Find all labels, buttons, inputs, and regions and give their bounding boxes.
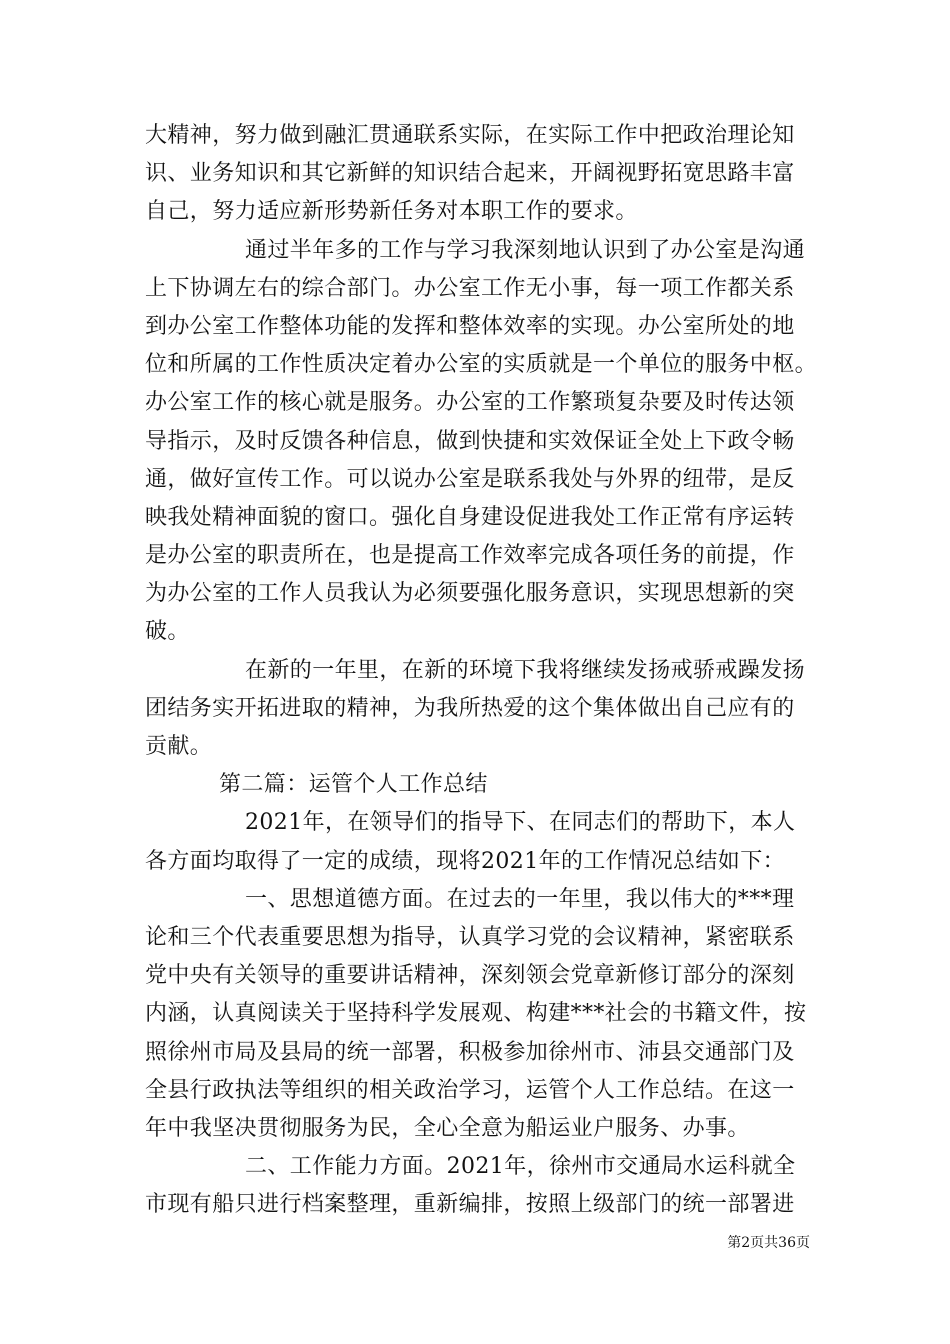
document-body (145, 117, 817, 1224)
text-line: 论和三个代表重要思想为指导，认真学习党的会议精神，紧密联系 (145, 924, 795, 950)
text-line: 全县行政执法等组织的相关政治学习，运管个人工作总结。在这一 (145, 1077, 795, 1103)
paragraph-start-line: 二、工作能力方面。2021年，徐州市交通局水运科就全 (245, 1154, 796, 1180)
text-line: 办公室工作的核心就是服务。办公室的工作繁琐复杂要及时传达领 (145, 390, 795, 416)
section-heading: 第二篇：运管个人工作总结 (219, 772, 488, 798)
text-line: 导指示，及时反馈各种信息，做到快捷和实效保证全处上下政令畅 (145, 428, 795, 454)
page-number-footer: 第2页共36页 (727, 1235, 810, 1251)
text-line: 上下协调左右的综合部门。办公室工作无小事，每一项工作都关系 (145, 275, 795, 301)
text-line: 位和所属的工作性质决定着办公室的实质就是一个单位的服务中枢。 (145, 352, 818, 378)
text-line: 到办公室工作整体功能的发挥和整体效率的实现。办公室所处的地 (145, 313, 795, 339)
paragraph-start-line: 在新的一年里，在新的环境下我将继续发扬戒骄戒躁发扬 (245, 657, 806, 683)
text-line: 是办公室的职责所在，也是提高工作效率完成各项任务的前提，作 (145, 543, 795, 569)
text-line: 破。 (145, 619, 190, 645)
text-line: 为办公室的工作人员我认为必须要强化服务意识，实现思想新的突 (145, 581, 795, 607)
text-line: 内涵，认真阅读关于坚持科学发展观、构建***社会的书籍文件，按 (145, 1001, 807, 1027)
text-line: 市现有船只进行档案整理，重新编排，按照上级部门的统一部署进 (145, 1192, 795, 1218)
text-line: 自己，努力适应新形势新任务对本职工作的要求。 (145, 199, 638, 225)
text-line: 年中我坚决贯彻服务为民，全心全意为船运业户服务、办事。 (145, 1115, 750, 1141)
text-line: 团结务实开拓进取的精神，为我所热爱的这个集体做出自己应有的 (145, 695, 795, 721)
text-line: 识、业务知识和其它新鲜的知识结合起来，开阔视野拓宽思路丰富 (145, 161, 795, 187)
text-line: 照徐州市局及县局的统一部署，积极参加徐州市、沛县交通部门及 (145, 1039, 795, 1065)
text-line: 贡献。 (145, 734, 213, 759)
text-line: 大精神，努力做到融汇贯通联系实际，在实际工作中把政治理论知 (145, 123, 795, 148)
paragraph-start-line: 2021年，在领导们的指导下、在同志们的帮助下，本人 (245, 810, 796, 836)
paragraph-start-line: 通过半年多的工作与学习我深刻地认识到了办公室是沟通 (245, 237, 806, 263)
text-line: 党中央有关领导的重要讲话精神，深刻领会党章新修订部分的深刻 (145, 963, 795, 989)
text-line: 各方面均取得了一定的成绩，现将2021年的工作情况总结如下： (145, 848, 785, 874)
text-line: 映我处精神面貌的窗口。强化自身建设促进我处工作正常有序运转 (145, 504, 795, 530)
paragraph-start-line: 一、思想道德方面。在过去的一年里，我以伟大的***理 (245, 886, 795, 912)
text-line: 通，做好宣传工作。可以说办公室是联系我处与外界的纽带，是反 (145, 466, 795, 492)
